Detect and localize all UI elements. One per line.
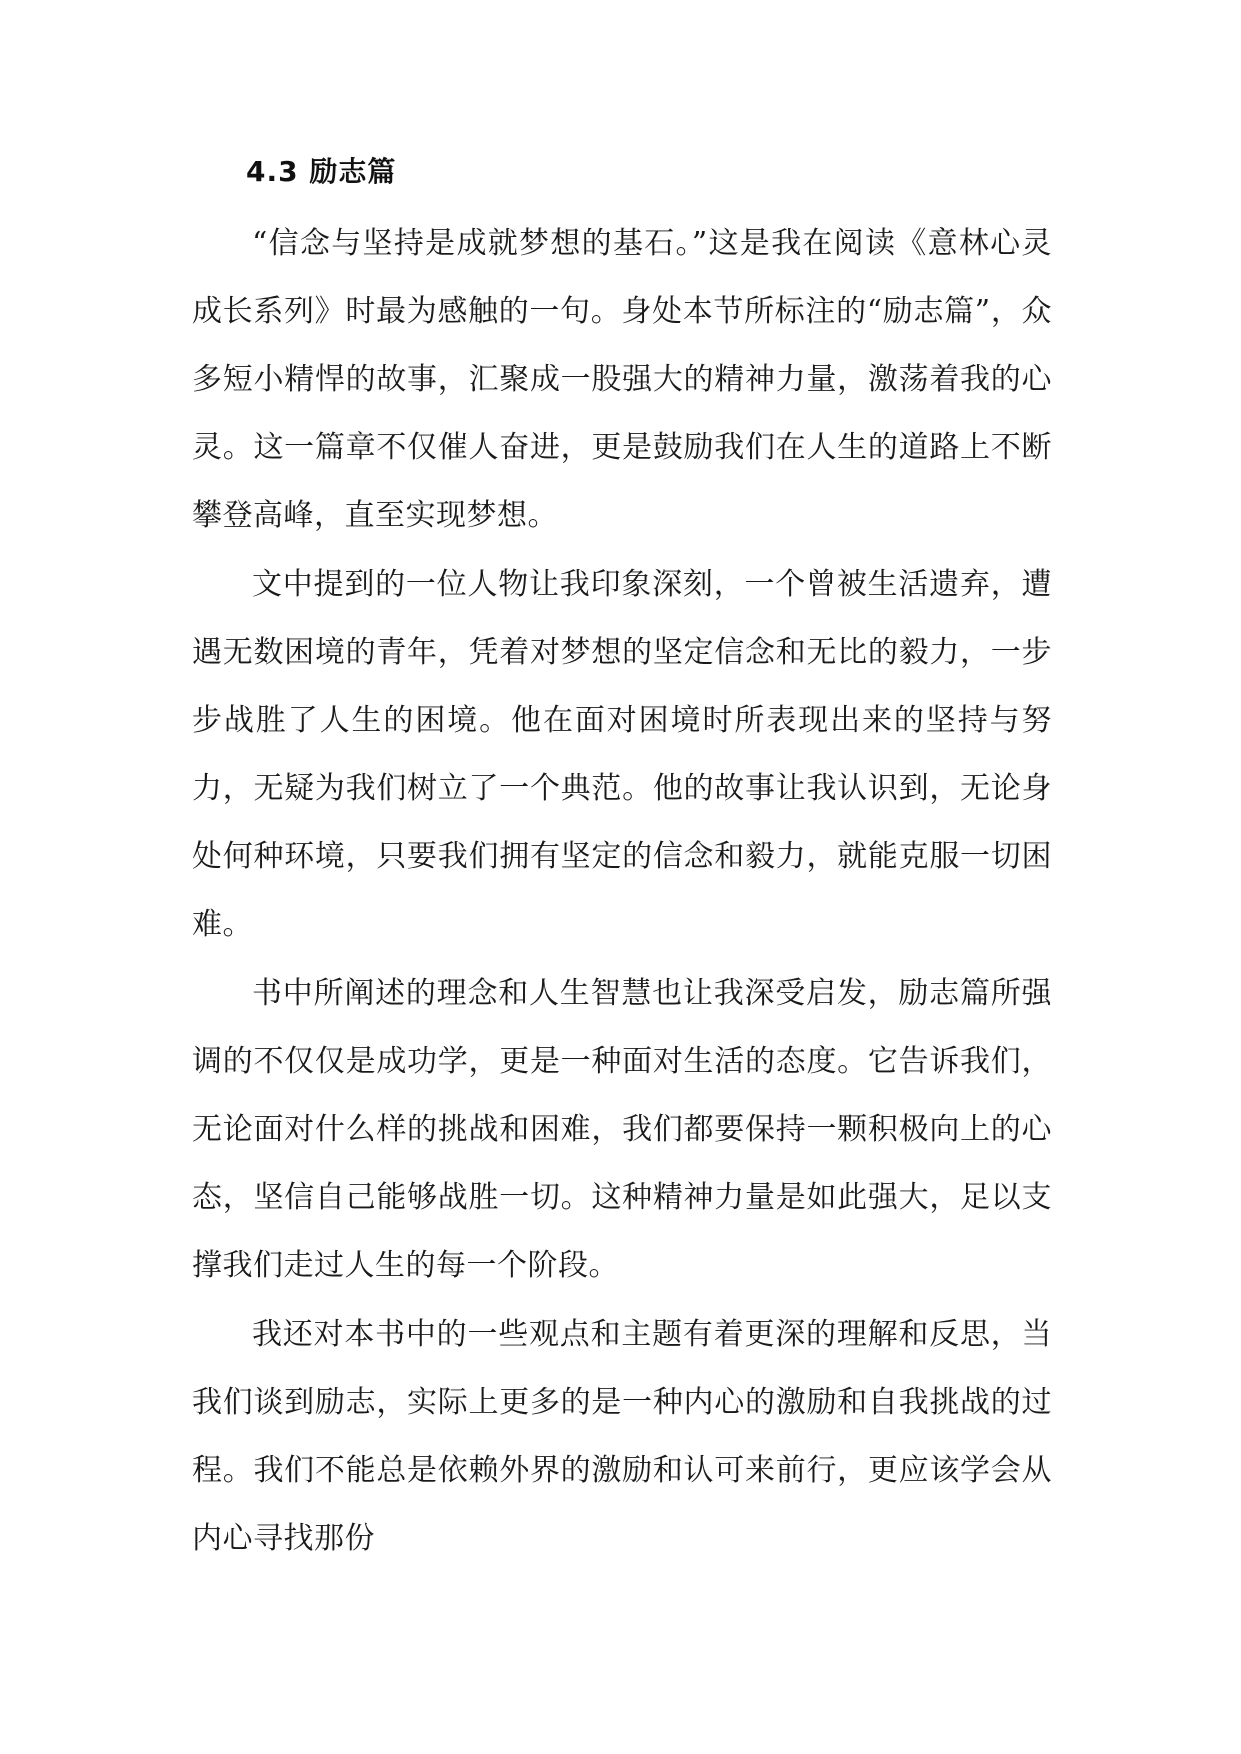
paragraph-3: 书中所阐述的理念和人生智慧也让我深受启发，励志篇所强调的不仅仅是成功学，更是一种面对生活的态度。它告诉我们，无论面对什么样的挑战和困难，我们都要保持一颗积极向上的心态，坚信自己能够战胜一切。这种精神力量是如此强大，足以支撑我们走过人生的每一个阶段。 <box>192 976 1052 1283</box>
paragraph-1: “信念与坚持是成就梦想的基石。”这是我在阅读《意林心灵成长系列》时最为感触的一句。身处本节所标注的“励志篇”，众多短小精悍的故事，汇聚成一股强大的精神力量，激荡着我的心灵。这一篇章不仅催人奋进，更是鼓励我们在人生的道路上不断攀登高峰，直至实现梦想。 <box>192 226 1052 533</box>
paragraph-4: 我还对本书中的一些观点和主题有着更深的理解和反思，当我们谈到励志，实际上更多的是一种内心的激励和自我挑战的过程。我们不能总是依赖外界的激励和认可来前行，更应该学会从内心寻找那份 <box>192 1317 1052 1556</box>
document-body <box>192 150 1052 1573</box>
section-heading: 4.3 励志篇 <box>246 155 397 188</box>
paragraph-2: 文中提到的一位人物让我印象深刻，一个曾被生活遗弃，遭遇无数困境的青年，凭着对梦想的坚定信念和无比的毅力，一步步战胜了人生的困境。他在面对困境时所表现出来的坚持与努力，无疑为我们树立了一个典范。他的故事让我认识到，无论身处何种环境，只要我们拥有坚定的信念和毅力，就能克服一切困难。 <box>192 567 1052 942</box>
